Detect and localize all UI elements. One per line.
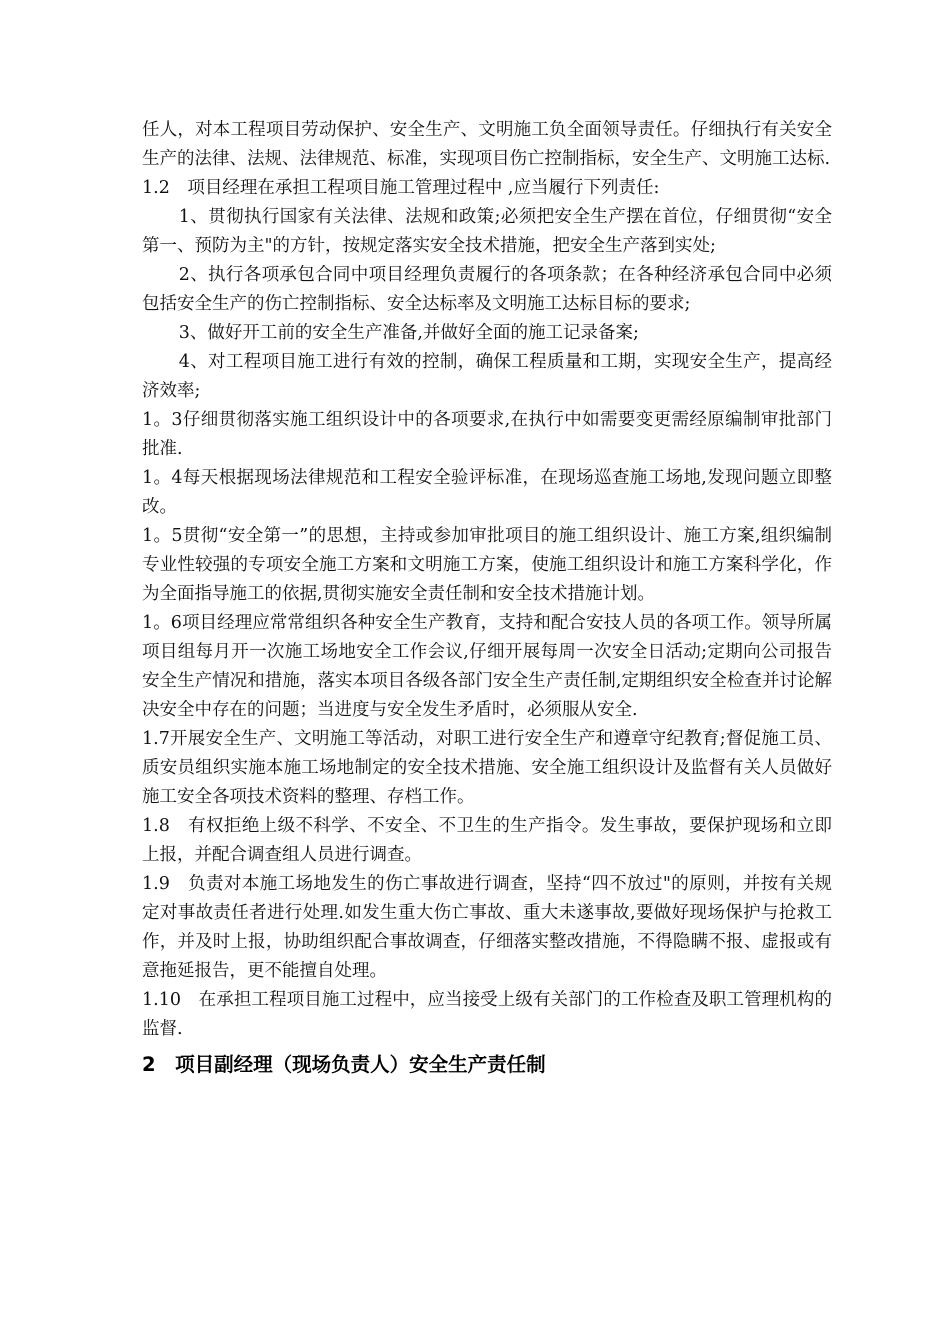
paragraph-responsibility-intro: 任人，对本工程项目劳动保护、安全生产、文明施工负全面领导责任。仔细执行有关安全生产的法律、法规、法律规范、标准，实现项目伤亡控制指标，安全生产、文明施工达标.: [142, 120, 832, 169]
clause-1-2: 1.2 项目经理在承担工程项目施工管理过程中 ,应当履行下列责任:: [142, 178, 660, 198]
clause-1-10: 1.10 在承担工程项目施工过程中，应当接受上级有关部门的工作检查及职工管理机构的监督.: [142, 990, 832, 1039]
clause-1-6: 1。6项目经理应常常组织各种安全生产教育，支持和配合安技人员的各项工作。领导所属项目组每月开一次施工场地安全工作会议,仔细开展每周一次安全日活动;定期向公司报告安全生产情况和措施，落实本项目各级各部门安全生产责任制,定期组织安全检查并讨论解决安全中存在的问题；当进度与安全发生矛盾时，必须服从安全.: [142, 613, 832, 720]
item-4: 4、对工程项目施工进行有效的控制，确保工程质量和工期，实现安全生产，提高经济效率;: [142, 352, 832, 401]
clause-1-5: 1。5贯彻“安全第一”的思想，主持或参加审批项目的施工组织设计、施工方案,组织编制专业性较强的专项安全施工方案和文明施工方案，使施工组织设计和施工方案科学化，作为全面指导施工的依据,贯彻实施安全责任制和安全技术措施计划。: [142, 526, 832, 604]
clause-1-4: 1。4每天根据现场法律规范和工程安全验评标准，在现场巡查施工场地,发现问题立即整改。: [142, 468, 832, 517]
item-2: 2、执行各项承包合同中项目经理负责履行的各项条款；在各种经济承包合同中必须包括安全生产的伤亡控制指标、安全达标率及文明施工达标目标的要求;: [142, 265, 832, 314]
document-body: [142, 116, 832, 1082]
section-heading: 2 项目副经理（现场负责人）安全生产责任制: [142, 1053, 546, 1076]
clause-1-9: 1.9 负责对本施工场地发生的伤亡事故进行调查，坚持“四不放过"的原则，并按有关规定对事故责任者进行处理.如发生重大伤亡事故、重大未遂事故,要做好现场保护与抢救工作，并及时上报，协助组织配合事故调查，仔细落实整改措施，不得隐瞒不报、虚报或有意拖延报告，更不能擅自处理。: [142, 874, 832, 981]
clause-1-3: 1。3仔细贯彻落实施工组织设计中的各项要求,在执行中如需要变更需经原编制审批部门批准.: [142, 410, 832, 459]
item-1: 1、贯彻执行国家有关法律、法规和政策;必须把安全生产摆在首位，仔细贯彻“安全第一、预防为主"的方针，按规定落实安全技术措施，把安全生产落到实处;: [142, 207, 832, 256]
clause-1-8: 1.8 有权拒绝上级不科学、不安全、不卫生的生产指令。发生事故，要保护现场和立即上报，并配合调查组人员进行调查。: [142, 816, 832, 865]
item-3: 3、做好开工前的安全生产准备,并做好全面的施工记录备案;: [178, 323, 639, 343]
clause-1-7: 1.7开展安全生产、文明施工等活动，对职工进行安全生产和遵章守纪教育;督促施工员、质安员组织实施本施工场地制定的安全技术措施、安全施工组织设计及监督有关人员做好施工安全各项技术资料的整理、存档工作。: [142, 729, 832, 807]
